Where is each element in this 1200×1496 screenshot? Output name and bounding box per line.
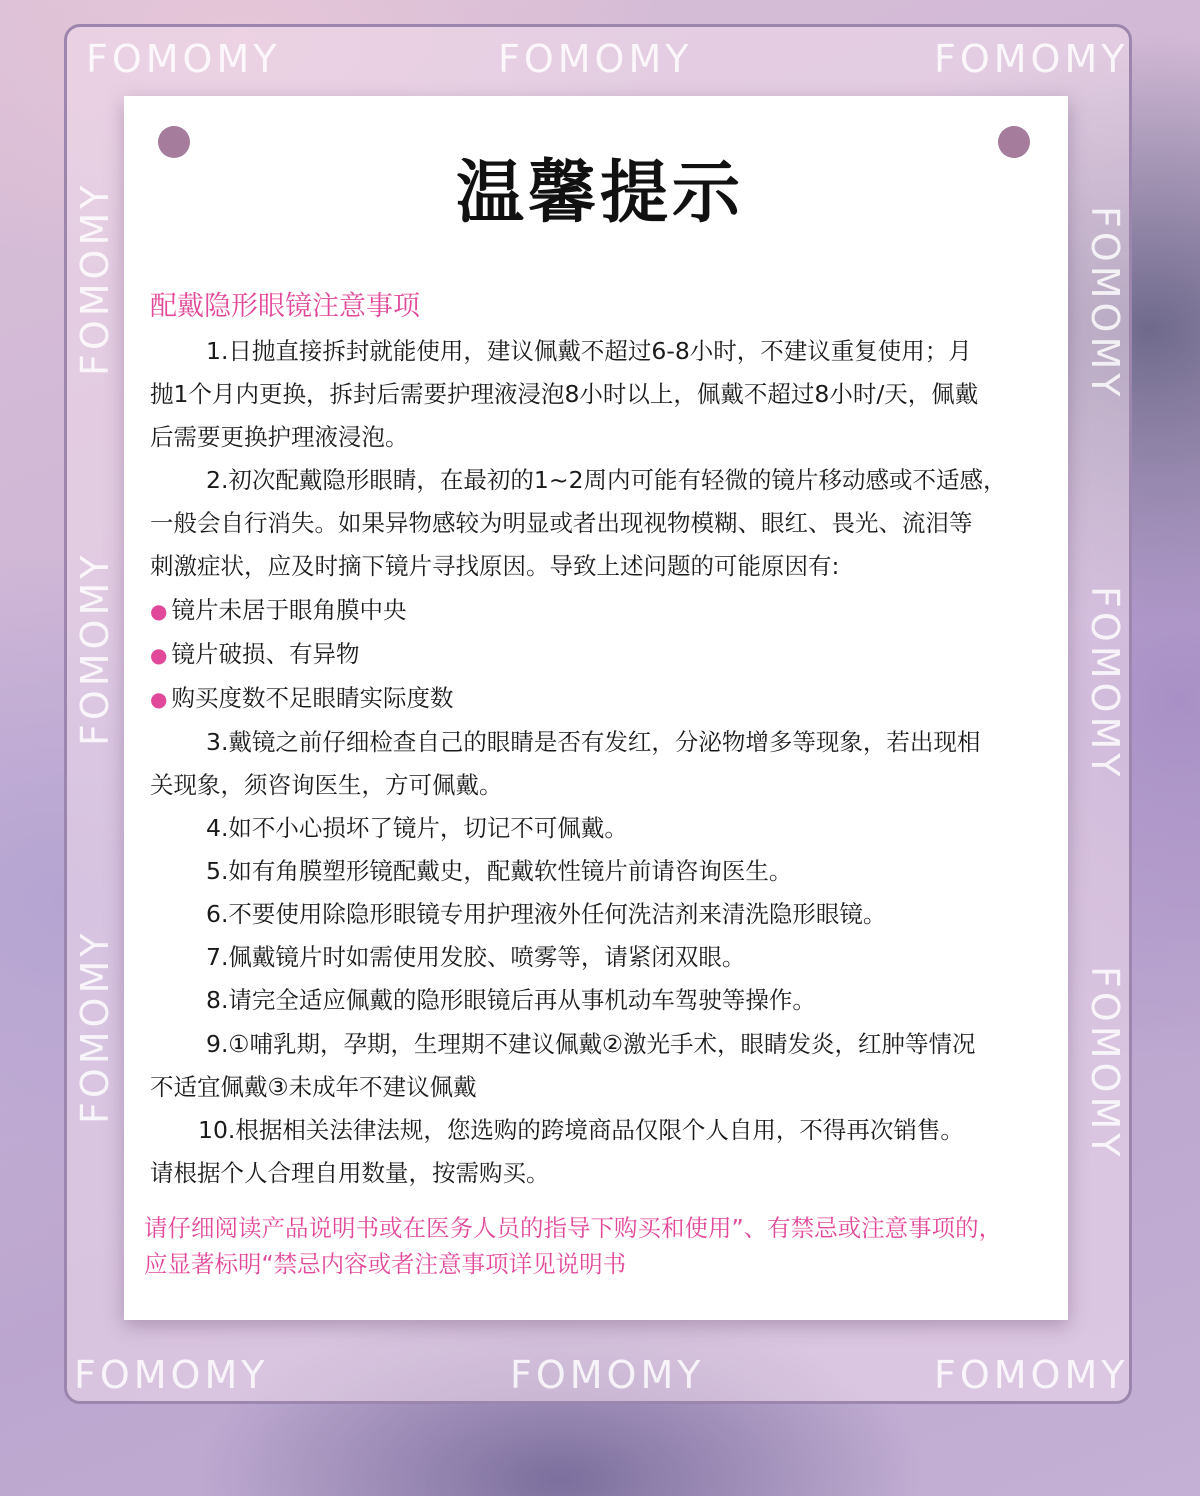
item-6: 6.不要使用除隐形眼镜专用护理液外任何洗洁剂来清洗隐形眼镜。	[206, 900, 887, 929]
bullet-dot-icon: ●	[150, 598, 168, 623]
page-title: 温馨提示	[455, 154, 744, 233]
bullet-item	[150, 589, 1050, 633]
bullet-dot-icon: ●	[150, 686, 168, 711]
watermark-right-1: FOMOMY	[1083, 206, 1127, 401]
item-3-line-1: 3.戴镜之前仔细检查自己的眼睛是否有发红，分泌物增多等现象，若出现相	[206, 727, 981, 756]
watermark-right-2: FOMOMY	[1083, 586, 1127, 781]
bullet-text: 购买度数不足眼睛实际度数	[171, 683, 454, 712]
item-10-line-1: 10.根据相关法律法规，您选购的跨境商品仅限个人自用，不得再次销售。	[198, 1115, 964, 1144]
watermark-bottom-left: FOMOMY	[74, 1353, 269, 1397]
item-1-line-2: 抛1个月内更换，拆封后需要护理液浸泡8小时以上，佩戴不超过8小时/天，佩戴	[150, 380, 979, 409]
section-subtitle: 配戴隐形眼镜注意事项	[150, 291, 420, 322]
watermark-top-left: FOMOMY	[86, 37, 281, 81]
pin-left-icon	[158, 126, 190, 158]
item-3-line-2: 关现象，须咨询医生，方可佩戴。	[150, 770, 503, 799]
item-1-line-1: 1.日抛直接拆封就能使用，建议佩戴不超过6-8小时，不建议重复使用；月	[206, 337, 972, 365]
bullet-item	[150, 633, 1050, 677]
bullet-item	[150, 677, 1050, 721]
item-4: 4.如不小心损坏了镜片，切记不可佩戴。	[206, 814, 628, 843]
legal-notice-line-2: 应显著标明“禁忌内容或者注意事项详见说明书	[144, 1250, 627, 1278]
watermark-left-1: FOMOMY	[73, 181, 117, 376]
legal-notice-line-1: 请仔细阅读产品说明书或在医务人员的指导下购买和使用”、有禁忌或注意事项的，	[144, 1214, 1003, 1242]
watermark-left-3: FOMOMY	[73, 929, 117, 1124]
watermark-top-center: FOMOMY	[498, 37, 693, 81]
item-2-line-3: 刺激症状，应及时摘下镜片寻找原因。导致上述问题的可能原因有:	[150, 552, 840, 581]
item-9-line-2: 不适宜佩戴③未成年不建议佩戴	[150, 1072, 477, 1101]
item-5: 5.如有角膜塑形镜配戴史，配戴软性镜片前请咨询医生。	[206, 857, 793, 886]
item-8: 8.请完全适应佩戴的隐形眼镜后再从事机动车驾驶等操作。	[206, 986, 816, 1015]
watermark-right-3: FOMOMY	[1083, 966, 1127, 1161]
item-2-line-1: 2.初次配戴隐形眼睛，在最初的1~2周内可能有轻微的镜片移动感或不适感，	[206, 466, 1007, 495]
notice-content	[150, 284, 1050, 1195]
item-2-line-2: 一般会自行消失。如果异物感较为明显或者出现视物模糊、眼红、畏光、流泪等	[150, 509, 973, 538]
watermark-bottom-right: FOMOMY	[934, 1353, 1129, 1397]
bullet-text: 镜片破损、有异物	[171, 639, 360, 668]
item-10-line-2: 请根据个人合理自用数量，按需购买。	[150, 1158, 550, 1187]
item-1-line-3: 后需要更换护理液浸泡。	[150, 423, 409, 452]
legal-notice	[144, 1210, 1064, 1282]
pin-right-icon	[998, 126, 1030, 158]
item-7: 7.佩戴镜片时如需使用发胶、喷雾等，请紧闭双眼。	[206, 943, 746, 972]
watermark-top-right: FOMOMY	[934, 37, 1129, 81]
bullet-dot-icon: ●	[150, 642, 168, 667]
watermark-left-2: FOMOMY	[73, 551, 117, 746]
bullet-text: 镜片未居于眼角膜中央	[171, 595, 407, 624]
watermark-bottom-center: FOMOMY	[510, 1353, 705, 1397]
item-9-line-1: 9.①哺乳期，孕期，生理期不建议佩戴②激光手术，眼睛发炎，红肿等情况	[206, 1029, 976, 1058]
